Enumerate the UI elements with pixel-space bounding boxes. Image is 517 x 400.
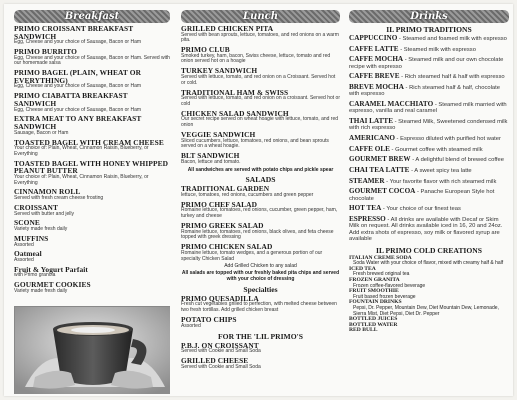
drink-name: STEAMER (349, 176, 385, 185)
drinks-banner: Drinks (349, 10, 509, 23)
menu-item-description: Smoked turkey, ham, bacon, Swiss cheese, lettuce, tomato and red onion served hot on a hoagie (181, 52, 331, 65)
drink-description: Your choice of our finest teas (386, 206, 461, 213)
drink-name: CAPPUCCINO (349, 34, 398, 42)
coffee-cup-image (15, 307, 170, 394)
menu-item (14, 48, 170, 67)
menu-item-name: TOASTED BAGEL WITH CREAM CHEESE (14, 137, 164, 147)
drink-name: CARAMEL MACCHIATO (349, 100, 434, 109)
drink-description: Steamed milk and our own chocolate recipe with espresso (349, 57, 504, 70)
cold-drink-description: Frozen coffee-flavored beverage (353, 282, 426, 289)
menu-item-description: lettuce, tomatoes, red onions, cucumbers and green pepper (181, 192, 314, 198)
menu-item-description: Sausage, Bacon or Ham (14, 129, 69, 136)
menu-item-description: Served with bean sprouts, lettuce, tomatoes, and red onions on a warm pita. (181, 31, 339, 44)
cold-drink-name: BOTTLED JUICES (349, 316, 398, 323)
drink-item (349, 167, 509, 174)
menu-item (14, 281, 170, 294)
menu-item (181, 25, 340, 44)
menu-item (14, 160, 170, 187)
drink-description: Gourmet coffee with steamed milk (395, 146, 483, 153)
menu-item-name: TURKEY SANDWICH (181, 66, 258, 76)
menu-item (181, 67, 340, 86)
cold-drink-item (349, 327, 509, 334)
drink-description: Panache European Style hot chocolate (349, 189, 495, 202)
menu-item (181, 152, 340, 165)
cold-drink-name: FROZEN GRANITA (349, 277, 400, 284)
cold-drink-name: FOUNTAIN DRINKS (349, 299, 402, 306)
menu-item-description: Fresh cut vegetables grilled to perfection, with melted cheese between two fresh tortillas. Add grilled chicken breast (181, 301, 337, 314)
drink-item (349, 216, 509, 242)
drink-name: ESPRESSO (349, 215, 386, 224)
menu-item-name: SCONE (14, 218, 40, 228)
menu-item-description: with Primo granola (14, 272, 56, 279)
breakfast-banner: Breakfast (14, 10, 170, 23)
drink-description: Steamed milk married with espresso, vanilla and real caramel (349, 102, 507, 115)
menu-item (14, 69, 170, 90)
drink-item (349, 205, 509, 212)
menu-item-description: Assorted (181, 322, 201, 329)
drink-description: A delightful blend of brewed coffee (415, 157, 504, 164)
cold-drink-name: BOTTLED WATER (349, 321, 398, 328)
menu-item-name: PRIMO CHICKEN SALAD (181, 242, 273, 252)
separator: - (403, 57, 409, 64)
breakfast-column (14, 10, 170, 394)
drink-name: BREVE MOCHA (349, 83, 404, 92)
coffee-cup-photo (14, 306, 170, 394)
drink-name: CAFFE BREVE (349, 72, 400, 81)
drink-item (349, 188, 509, 202)
salads-list (181, 185, 340, 262)
menu-item-description: Served with Cookie and Small Soda (181, 363, 261, 370)
menu-item-description: Romaine lettuce, tomatoes, red onions, cucumber, green pepper, ham, turkey and cheese (181, 207, 338, 220)
menu-item-name: PRIMO GREEK SALAD (181, 221, 264, 231)
specialties-list (181, 295, 340, 329)
menu-item-description: Served with lettuce, tomato, and red onion on a croissant. Served hot or cold (181, 95, 340, 107)
menu-item (181, 342, 340, 355)
separator: - (393, 119, 399, 126)
menu-item-description: Assorted (14, 257, 34, 263)
traditions-heading: IL PRIMO TRADITIONS (386, 25, 472, 34)
menu-item-description: Served with lettuce, tomato, and red onion on a Croissant. Served hot or cold. (181, 73, 336, 86)
drink-item (349, 178, 509, 185)
add-grilled-chicken-note: Add Grilled Chicken to any salad (224, 263, 297, 270)
menu-item (181, 185, 340, 198)
separator: - (381, 206, 387, 213)
drink-description: Steamed milk with espresso (403, 46, 476, 53)
cold-creations-heading: IL PRIMO COLD CREATIONS (376, 245, 482, 255)
lunch-column (181, 10, 340, 394)
cold-creations-list (349, 254, 509, 334)
menu-item (14, 266, 170, 279)
menu-item-name: PRIMO QUESADILLA (181, 293, 259, 303)
menu-item-name: VEGGIE SANDWICH (181, 129, 256, 139)
drink-name: THAI LATTE (349, 117, 394, 126)
menu-item (181, 295, 340, 314)
menu-item (181, 243, 340, 262)
menu-item (14, 219, 170, 232)
cold-drink-description: Fruit based frozen beverage (353, 293, 416, 300)
menu-item-name: POTATO CHIPS (181, 315, 237, 325)
drink-item (349, 73, 509, 80)
menu-item (181, 316, 340, 329)
cold-drink-name: RED BULL (349, 327, 378, 334)
menu-item (14, 139, 170, 158)
menu-item (14, 115, 170, 136)
drink-description: Steamed Milk, Sweetened condensed milk with rich espresso (349, 119, 508, 132)
menu-item-description: Your choice of: Plain, Wheat, Cinnamon Raisin, Blueberry, or Everything (14, 145, 149, 157)
separator: - (410, 157, 416, 164)
menu-item-name: PRIMO CROISSANT BREAKFAST SANDWICH (14, 24, 134, 41)
menu-item-name: GRILLED CHEESE (181, 356, 249, 365)
menu-item-description: Egg, Cheese and your choice of Sausage, Bacon or Ham (14, 39, 142, 46)
drink-description: Your favorite flavor with rich steamed milk (389, 178, 497, 185)
menu-item-name: PRIMO CHEF SALAD (181, 199, 258, 209)
menu-item-description: Served with butter and jelly (14, 210, 75, 217)
separator: - (415, 189, 421, 196)
menu-page (4, 4, 513, 396)
menu-item-name: TRADITIONAL GARDEN (181, 184, 270, 194)
menu-item-name: TOASTED BAGEL WITH HONEY WHIPPED PEANUT BUTTER (14, 158, 169, 176)
separator: - (399, 74, 405, 81)
drink-name: GOURMET BREW (349, 155, 411, 164)
cold-drink-name: ICED TEA (349, 265, 376, 272)
cold-drink-name: FRUIT SMOOTHIE (349, 288, 399, 295)
drink-item (349, 118, 509, 132)
separator: - (394, 136, 401, 142)
menu-item (14, 188, 170, 201)
menu-item-name: Fruit & Yogurt Parfait (14, 264, 88, 274)
menu-item-name: TRADITIONAL HAM & SWISS (181, 87, 289, 97)
menu-item-description: Our secret recipe served on wheat hoagie with lettuce, tomato, and red onion (181, 116, 339, 129)
separator: - (433, 102, 439, 109)
menu-item (181, 110, 340, 129)
menu-item (181, 131, 340, 150)
drink-name: CHAI TEA LATTE (349, 166, 410, 175)
drink-name: AMERICANO (349, 134, 395, 142)
drink-item (349, 146, 509, 153)
menu-item-description: Variety made fresh daily (14, 226, 68, 233)
drink-name: CAFFE LATTE (349, 44, 399, 53)
menu-item-name: Oatmeal (14, 249, 42, 259)
drink-description: Espresso diluted with purified hot water (400, 136, 501, 142)
kids-heading: FOR THE 'LIL PRIMO'S (218, 331, 303, 341)
menu-item-description: Romaine lettuce, tomatoes, red onions, black olives, and feta cheese topped with greek dressing (181, 228, 334, 241)
kids-list (181, 342, 340, 371)
menu-item (14, 25, 170, 46)
menu-item-name: GRILLED CHICKEN PITA (181, 24, 274, 33)
menu-item-description: Egg, Cheese and your choice of Sausage, Bacon or Ham (14, 106, 142, 113)
breakfast-list (14, 25, 170, 295)
menu-item (14, 204, 170, 217)
cold-drink-description: Soda Water with your choice of flavor, mixed with creamy half & half (353, 260, 504, 267)
menu-item-name: EXTRA MEAT TO ANY BREAKFAST SANDWICH (14, 114, 142, 132)
drink-item (349, 156, 509, 163)
menu-item-description: Served with Cookie and Small Soda (181, 348, 261, 355)
sandwich-note: All sandwiches are served with potato chips and pickle spear (187, 166, 334, 173)
drink-item (349, 84, 509, 98)
menu-item (181, 222, 340, 241)
separator: - (389, 146, 396, 153)
salads-note: All salads are topped with our freshly baked pita chips and served with your choice of dressing (181, 270, 340, 283)
drink-item (349, 35, 509, 42)
drinks-column (349, 10, 509, 394)
menu-item-name: GOURMET COOKIES (14, 280, 91, 290)
menu-item (14, 250, 170, 263)
menu-item (181, 201, 340, 220)
cold-drink-item (349, 299, 509, 317)
separator: - (403, 85, 410, 92)
drink-description: A sweet spicy tea latte (414, 168, 472, 175)
menu-item (14, 235, 170, 248)
menu-item (181, 357, 340, 370)
menu-item-name: PRIMO CIABATTA BREAKFAST SANDWICH (14, 91, 128, 108)
drink-item (349, 135, 509, 142)
menu-item-description: Sliced cucumbers, lettuce, tomatoes, red onions, and bean sprouts served on a wheat hoagie. (181, 137, 329, 150)
menu-item-description: Served with fresh cream cheese frosting (14, 195, 104, 202)
menu-item-name: PRIMO CLUB (181, 45, 230, 55)
menu-item-name: BLT SANDWICH (181, 151, 240, 161)
cold-drink-item (349, 254, 509, 267)
separator: - (384, 178, 390, 185)
menu-item-description: Romaine lettuce, tomato wedges, and a generous portion of our specialty Chicken Salad (181, 249, 323, 262)
menu-item-name: CHICKEN SALAD SANDWICH (181, 108, 289, 118)
separator: - (409, 168, 415, 175)
cold-drink-description: Pepsi, Dr. Pepper, Mountain Dew, Diet Mountain Dew, Lemonade, Sierra Mist, Diet Pepsi, Diet Dr. Pepper (353, 305, 499, 317)
menu-item-name: MUFFINS (14, 233, 49, 243)
drink-item (349, 46, 509, 53)
menu-item-description: Your choice of: Plain, Wheat, Cinnamon Raisin, Blueberry, or Everything (14, 173, 149, 186)
specialties-heading: Specialties (243, 284, 278, 294)
drink-description: Steamed and foamed milk with espresso (402, 36, 507, 42)
menu-item-description: Assorted (14, 241, 34, 248)
menu-item (14, 92, 170, 113)
menu-item-name: P.B.J. ON CROISSANT (181, 340, 259, 350)
salads-heading: SALADS (245, 175, 276, 185)
drink-name: HOT TEA (349, 204, 382, 213)
drink-item (349, 56, 509, 70)
traditions-list (349, 35, 509, 242)
drink-description: All drinks are available with Decaf or Skim Milk on request. All drinks available iced in 16, 20 and 24oz. Add extra shots of espresso, soy milk or flavored syrup are available (349, 217, 503, 242)
drink-name: CAFFE OLE (349, 144, 390, 153)
drink-name: GOURMET COCOA (349, 187, 416, 196)
separator: - (397, 36, 403, 42)
drink-name: CAFFE MOCHA (349, 55, 404, 64)
lunch-banner: Lunch (181, 10, 340, 23)
drink-item (349, 101, 509, 115)
menu-item (181, 89, 340, 108)
cold-drink-name: ITALIAN CREME SODA (349, 254, 412, 261)
separator: - (398, 46, 404, 53)
menu-item-description: Egg, Cheese and your choice of Sausage, Bacon or Ham (14, 83, 142, 90)
separator: - (385, 217, 391, 224)
menu-item-name: PRIMO BURRITO (14, 47, 77, 57)
drink-description: Rich steamed half & half with espresso (404, 74, 505, 81)
menu-item-description: Egg, Cheese and your choice of Sausage, Bacon or Ham. Served with our homemade salsa (14, 54, 170, 67)
drink-description: Rich steamed half & half, chocolate with espresso (349, 85, 500, 98)
menu-item-name: PRIMO BAGEL (PLAIN, WHEAT OR EVERYTHING) (14, 68, 142, 85)
menu-item-name: CROISSANT (14, 202, 59, 212)
menu-item-name: CINNAMON ROLL (14, 187, 81, 197)
lunch-list (181, 25, 340, 165)
cold-drink-description: Fresh brewed original tea (353, 271, 410, 278)
menu-item (181, 46, 340, 65)
menu-item-description: Bacon, lettuce and tomato. (181, 158, 241, 165)
menu-item-description: Variety made fresh daily (14, 287, 68, 294)
